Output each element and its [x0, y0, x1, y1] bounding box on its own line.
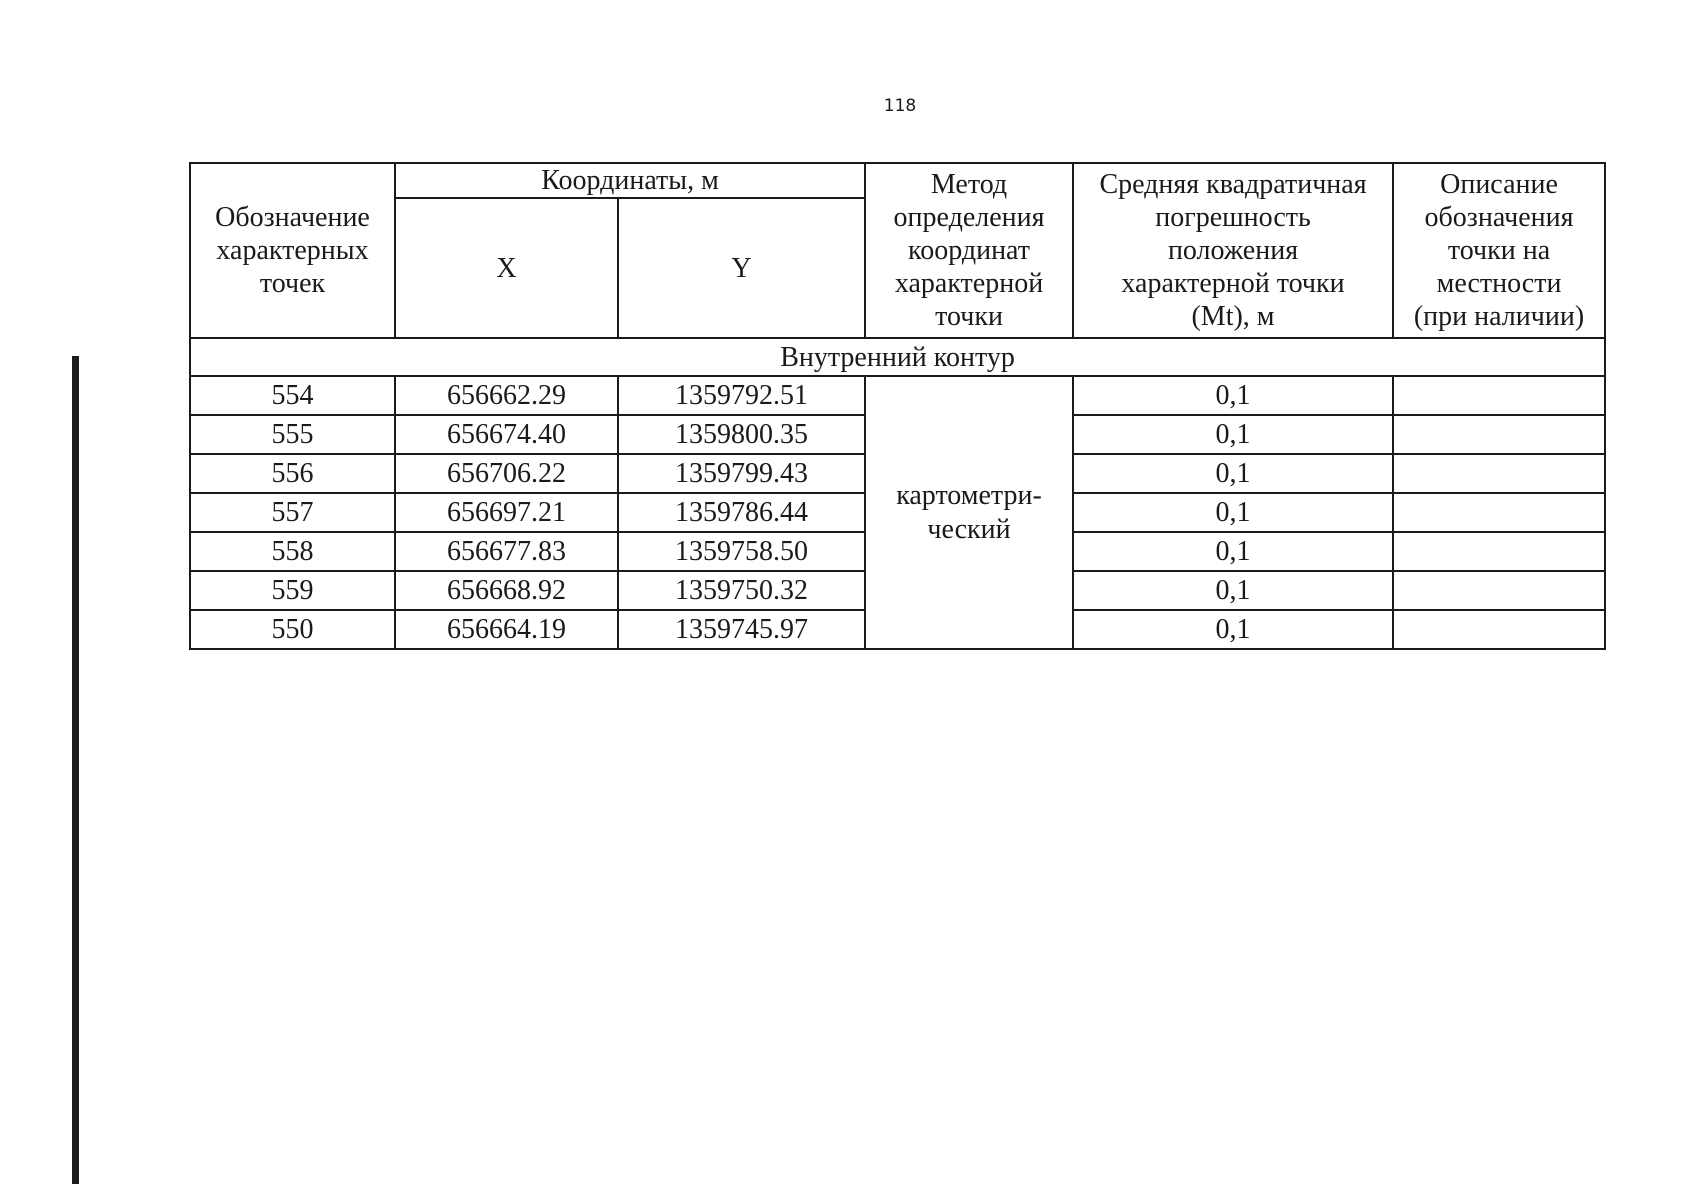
- cell-y: 1359750.32: [618, 571, 865, 610]
- header-method-line: точки: [935, 301, 1003, 332]
- header-description: [1393, 163, 1605, 338]
- section-title: Внутренний контур: [190, 338, 1605, 376]
- header-description-line: обозначения: [1424, 202, 1574, 233]
- cell-x: 656668.92: [395, 571, 618, 610]
- cell-point: 558: [190, 532, 395, 571]
- cell-description: [1393, 610, 1605, 649]
- header-point-designation: [190, 163, 395, 338]
- table-row: [190, 376, 1605, 415]
- header-point-designation-line: точек: [259, 268, 326, 299]
- header-method: [865, 163, 1073, 338]
- cell-point: 554: [190, 376, 395, 415]
- cell-description: [1393, 454, 1605, 493]
- header-description-line: Описание: [1440, 169, 1558, 200]
- cell-x: 656674.40: [395, 415, 618, 454]
- cell-x: 656706.22: [395, 454, 618, 493]
- cell-point: 559: [190, 571, 395, 610]
- method-line: картометри-: [896, 479, 1042, 511]
- header-rms-error-line: (Mt), м: [1191, 301, 1275, 332]
- cell-x: 656677.83: [395, 532, 618, 571]
- header-description-line: точки на: [1447, 235, 1551, 266]
- cell-error: 0,1: [1073, 610, 1393, 649]
- cell-x: 656664.19: [395, 610, 618, 649]
- cell-error: 0,1: [1073, 532, 1393, 571]
- cell-error: 0,1: [1073, 454, 1393, 493]
- cell-y: 1359800.35: [618, 415, 865, 454]
- cell-x: 656697.21: [395, 493, 618, 532]
- header-row-1: [190, 163, 1605, 198]
- method-line: ческий: [927, 513, 1011, 545]
- header-y: Y: [618, 198, 865, 338]
- header-description-line: местности: [1436, 268, 1562, 299]
- cell-description: [1393, 376, 1605, 415]
- header-rms-error-line: Средняя квадратичная: [1099, 169, 1367, 200]
- cell-point: 550: [190, 610, 395, 649]
- header-point-designation-line: Обозначение: [215, 202, 370, 233]
- header-coordinates-group: Координаты, м: [395, 163, 865, 198]
- cell-error: 0,1: [1073, 571, 1393, 610]
- header-method-line: характерной: [894, 268, 1044, 299]
- cell-point: 556: [190, 454, 395, 493]
- header-rms-error: [1073, 163, 1393, 338]
- cell-description: [1393, 571, 1605, 610]
- coordinates-table: [189, 162, 1606, 650]
- header-description-line: (при наличии): [1413, 301, 1585, 332]
- cell-point: 555: [190, 415, 395, 454]
- cell-x: 656662.29: [395, 376, 618, 415]
- header-method-line: координат: [908, 235, 1030, 266]
- cell-y: 1359799.43: [618, 454, 865, 493]
- header-x: X: [395, 198, 618, 338]
- cell-description: [1393, 415, 1605, 454]
- header-rms-error-line: погрешность: [1155, 202, 1311, 233]
- binding-margin-bar: [72, 356, 79, 1184]
- header-point-designation-line: характерных: [216, 235, 369, 266]
- cell-y: 1359786.44: [618, 493, 865, 532]
- cell-description: [1393, 532, 1605, 571]
- section-row: [190, 338, 1605, 376]
- cell-error: 0,1: [1073, 493, 1393, 532]
- cell-method: [865, 376, 1073, 649]
- cell-error: 0,1: [1073, 415, 1393, 454]
- header-rms-error-line: характерной точки: [1121, 268, 1345, 299]
- header-method-line: Метод: [930, 169, 1008, 200]
- header-rms-error-line: положения: [1167, 235, 1299, 266]
- cell-y: 1359792.51: [618, 376, 865, 415]
- cell-description: [1393, 493, 1605, 532]
- cell-y: 1359758.50: [618, 532, 865, 571]
- page-number: 118: [883, 96, 917, 116]
- cell-point: 557: [190, 493, 395, 532]
- cell-y: 1359745.97: [618, 610, 865, 649]
- cell-error: 0,1: [1073, 376, 1393, 415]
- header-method-line: определения: [893, 202, 1045, 233]
